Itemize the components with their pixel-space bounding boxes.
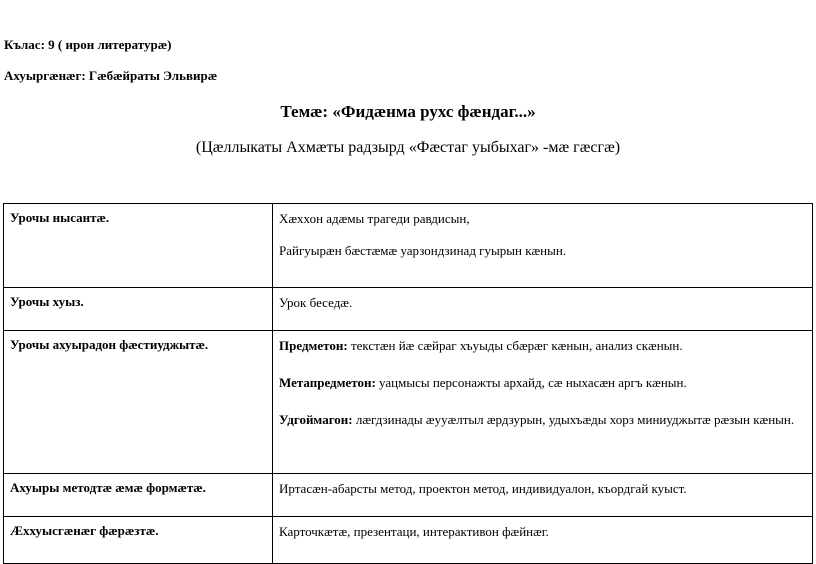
row-label: Æххуысгæнæг фæрæзтæ. (4, 517, 273, 564)
subtitle: (Цæллыкаты Ахмæты радзырд «Фæстаг уыбыхаг» -мæ гæсгæ) (195, 139, 621, 156)
theme-title: «Фидæнма рухс фæндаг...» (332, 102, 536, 121)
row-value (273, 331, 813, 474)
outcome-item (279, 369, 806, 397)
value-line: Карточкæтæ, презентаци, интерактивон фæйнæг. (279, 524, 549, 539)
value-line: Хæххон адæмы трагеди равдисын, (279, 211, 470, 226)
value-line: Райгуырæн бæстæмæ уарзондзинад гуырын кæнын. (279, 243, 567, 258)
outcome-term: Удгоймагон: (279, 412, 353, 427)
outcome-term: Предметон: (279, 338, 348, 353)
outcome-term: Метапредметон: (279, 375, 376, 390)
outcome-text: уацмысы персонажты архайд, сæ ныхасæн аргъ кæнын. (375, 375, 687, 390)
value-line: Иртасæн-абарсты метод, проектон метод, индивидуалон, къордгай куыст. (279, 481, 687, 496)
table-row (4, 517, 813, 564)
table-row (4, 288, 813, 331)
theme-label: Темæ: (280, 102, 333, 121)
row-label: Урочы ахуырадон фæстиуджытæ. (4, 331, 273, 474)
outcome-text: лæгдзинады æууæлтыл æрдзурын, удыхъæды хорз миниуджытæ рæзын кæнын. (352, 412, 795, 427)
outcome-text: текстæн йæ сæйраг хъуыды сбæрæг кæнын, анализ скæнын. (347, 338, 683, 353)
table-row (4, 331, 813, 474)
teacher-line: Ахуыргæнæг: Гæбæйраты Эльвирæ (4, 68, 218, 83)
theme-heading (0, 102, 816, 122)
row-value (273, 288, 813, 331)
class-line: Кълас: 9 ( ирон литературæ) (4, 37, 172, 52)
row-label: Ахуыры методтæ æмæ формæтæ. (4, 474, 273, 517)
lesson-plan-table (3, 203, 813, 564)
outcome-item (279, 331, 806, 360)
row-value (273, 517, 813, 564)
table-row (4, 204, 813, 288)
row-value (273, 474, 813, 517)
row-label: Урочы хуыз. (4, 288, 273, 331)
row-value (273, 204, 813, 288)
row-label: Урочы нысантæ. (4, 204, 273, 288)
outcome-item (279, 406, 806, 434)
table-row (4, 474, 813, 517)
value-line: Урок беседæ. (279, 295, 353, 310)
